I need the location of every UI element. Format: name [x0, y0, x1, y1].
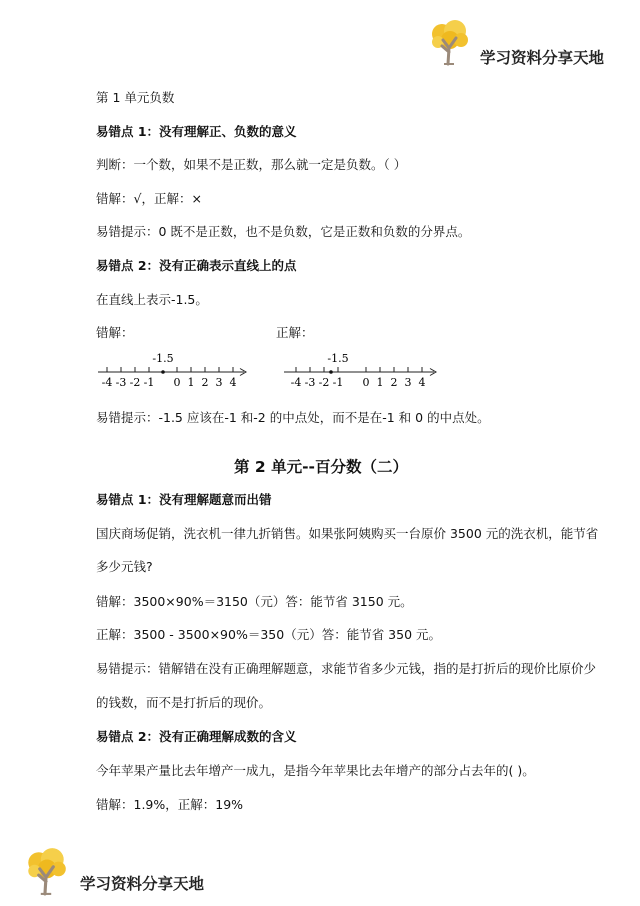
unit1-point2-tip: 易错提示：-1.5 应该在-1 和-2 的中点处，而不是在-1 和 0 的中点处。	[96, 410, 490, 425]
unit2-point2-heading: 易错点 2：没有正确理解成数的含义	[96, 729, 297, 744]
svg-text:4: 4	[229, 376, 237, 388]
unit1-point1-tip: 易错提示：0 既不是正数，也不是负数，它是正数和负数的分界点。	[96, 224, 471, 239]
unit2-point1-question-line2: 多少元钱?	[96, 559, 153, 574]
footer-logo	[24, 846, 68, 896]
svg-text:-3: -3	[115, 376, 127, 388]
svg-text:0: 0	[362, 376, 370, 388]
svg-text:0: 0	[173, 376, 181, 388]
unit2-point1-question-line1: 国庆商场促销，洗衣机一律九折销售。如果张阿姨购买一台原价 3500 元的洗衣机，能节省	[96, 526, 599, 541]
wrong-solution-label: 错解：	[96, 325, 134, 340]
unit1-point1-heading: 易错点 1：没有理解正、负数的意义	[96, 124, 297, 139]
unit1-point1-answer: 错解：√，正解：×	[96, 191, 202, 206]
right-solution-label: 正解：	[276, 325, 314, 340]
svg-text:-4: -4	[290, 376, 302, 388]
unit1-title: 第 1 单元负数	[96, 90, 175, 105]
unit1-point1-question: 判断：一个数，如果不是正数，那么就一定是负数。（ ）	[96, 157, 407, 172]
svg-text:3: 3	[215, 376, 223, 388]
svg-text:1: 1	[187, 376, 195, 388]
unit2-point1-right: 正解：3500 - 3500×90%＝350（元）答：能节省 350 元。	[96, 627, 442, 642]
tree-icon	[428, 18, 470, 66]
unit2-point1-tip-line2: 的钱数，而不是打折后的现价。	[96, 695, 272, 710]
svg-text:-2: -2	[129, 376, 141, 388]
number-line-right	[276, 346, 440, 388]
unit2-point1-heading: 易错点 1：没有理解题意而出错	[96, 492, 272, 507]
svg-text:-2: -2	[318, 376, 330, 388]
unit2-title: 第 2 单元--百分数（二）	[234, 458, 408, 476]
tree-icon	[24, 846, 68, 896]
marker-label: -1.5	[327, 352, 349, 365]
svg-text:4: 4	[418, 376, 426, 388]
footer-brand: 学习资料分享天地	[80, 875, 205, 893]
number-line-wrong	[90, 346, 250, 388]
svg-text:2: 2	[390, 376, 398, 388]
marker-label: -1.5	[152, 352, 174, 365]
svg-text:2: 2	[201, 376, 209, 388]
unit1-point2-heading: 易错点 2：没有正确表示直线上的点	[96, 258, 297, 273]
svg-text:-1: -1	[143, 376, 155, 388]
unit2-point2-answer: 错解：1.9%，正解：19%	[96, 797, 244, 812]
unit2-point2-question: 今年苹果产量比去年增产一成九，是指今年苹果比去年增产的部分占去年的( )。	[96, 763, 535, 778]
unit2-point1-tip-line1: 易错提示：错解错在没有正确理解题意，求能节省多少元钱，指的是打折后的现价比原价少	[96, 661, 597, 676]
unit2-point1-wrong: 错解：3500×90%＝3150（元）答：能节省 3150 元。	[96, 594, 413, 609]
svg-text:-3: -3	[304, 376, 316, 388]
svg-text:1: 1	[376, 376, 384, 388]
svg-text:3: 3	[404, 376, 412, 388]
unit1-point2-question: 在直线上表示-1.5。	[96, 292, 208, 307]
svg-text:-4: -4	[101, 376, 113, 388]
svg-text:-1: -1	[332, 376, 344, 388]
header-brand: 学习资料分享天地	[480, 49, 605, 67]
header-logo	[428, 18, 470, 66]
